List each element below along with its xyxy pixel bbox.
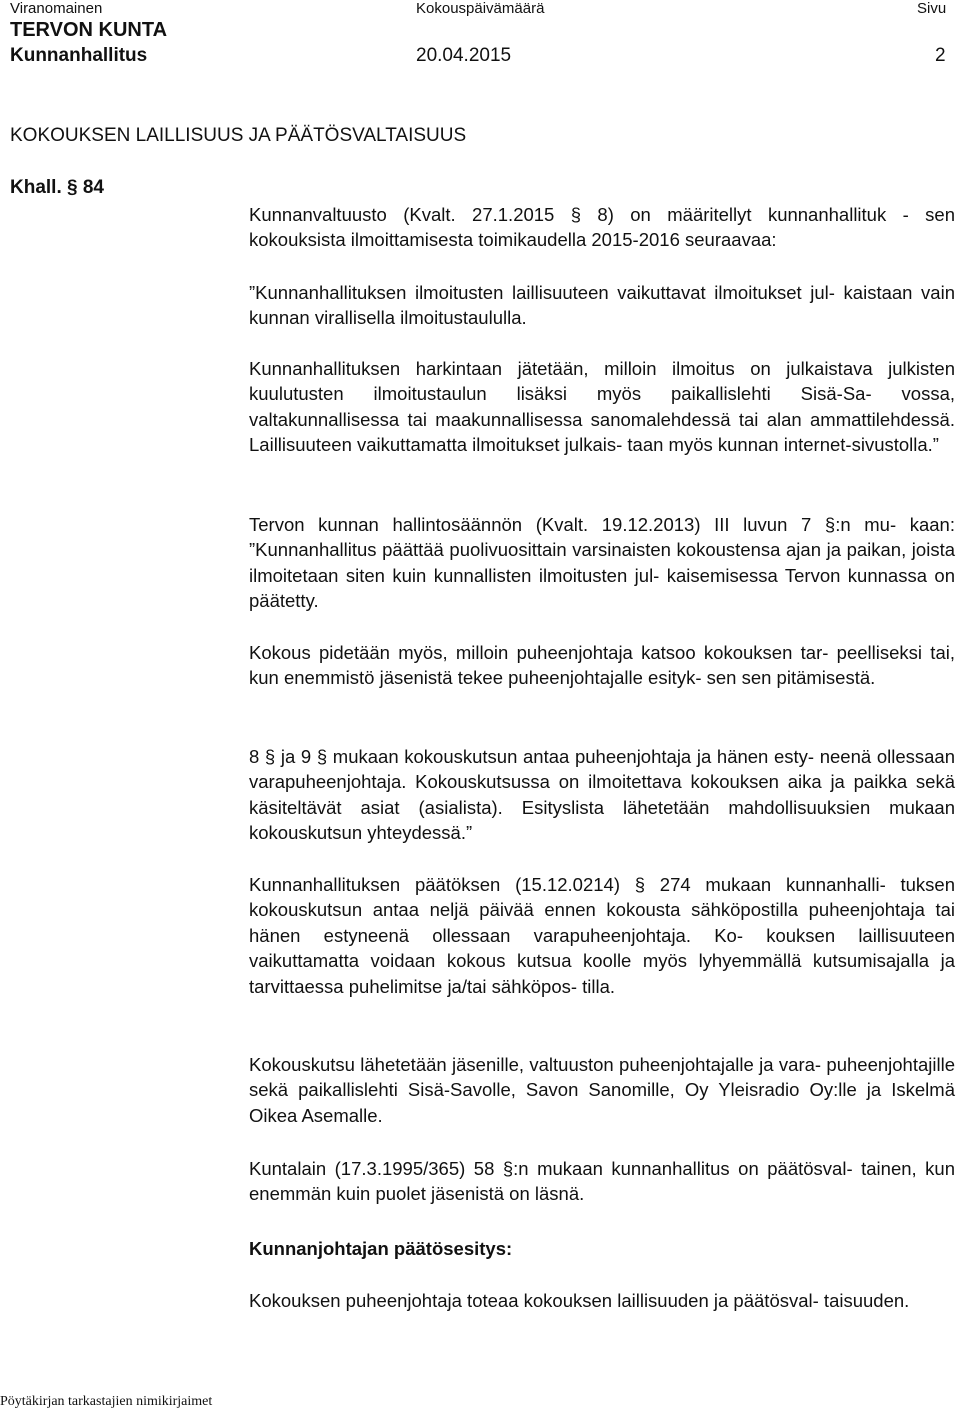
body-name: Kunnanhallitus: [10, 45, 148, 66]
paragraph-1: Kunnanvaltuusto (Kvalt. 27.1.2015 § 8) on määritellyt kunnanhallituk - sen kokouksista ilmoittamisesta toimikaudella 2015-2016 seuraavaa:: [249, 204, 955, 251]
proposal-text: Kokouksen puheenjohtaja toteaa kokouksen laillisuuden ja päätösval- taisuuden.: [249, 1290, 910, 1311]
page-number: 2: [935, 45, 946, 66]
header-kokouspaiva-label: Kokouspäivämäärä: [416, 0, 545, 17]
meeting-date: 20.04.2015: [416, 45, 512, 66]
header-sivu-label: Sivu: [917, 0, 947, 17]
section-title: KOKOUKSEN LAILLISUUS JA PÄÄTÖSVALTAISUUS: [10, 125, 467, 146]
paragraph-8: Kokouskutsu lähetetään jäsenille, valtuuston puheenjohtajalle ja vara- puheenjohtajille sekä paikallislehti Sisä-Savolle, Savon Sanomille, Oy Yleisradio Oy:lle ja Iskelmä Oikea Asemalle.: [249, 1054, 955, 1126]
proposal-heading: Kunnanjohtajan päätösesitys:: [249, 1238, 513, 1259]
organization-name: TERVON KUNTA: [10, 19, 168, 41]
paragraph-2: ”Kunnanhallituksen ilmoitusten laillisuuteen vaikuttavat ilmoitukset jul- kaistaan vain kunnan virallisella ilmoitustaululla.: [249, 282, 955, 329]
item-number: Khall. § 84: [10, 177, 104, 198]
footer-initials-label: Pöytäkirjan tarkastajien nimikirjaimet: [0, 1394, 213, 1409]
paragraph-5: Kokous pidetään myös, milloin puheenjohtaja katsoo kokouksen tar- peelliseksi tai, kun enemmistö jäsenistä tekee puheenjohtajalle esityk- sen sen pitämisestä.: [249, 642, 955, 689]
paragraph-7: Kunnanhallituksen päätöksen (15.12.0214) § 274 mukaan kunnanhalli- tuksen kokouskutsun antaa neljä päivää ennen kokousta sähköpostilla puheenjohtaja tai hänen estyneenä ollessaan varapuheenjohtaja. Ko- kouksen laillisuuteen vaikuttamatta voidaan kokous kutsua koolle myös lyhyemmällä kutsumisajalla ja tarvittaessa puhelimitse ja/tai sähköpos- tilla.: [249, 874, 955, 997]
paragraph-9: Kuntalain (17.3.1995/365) 58 §:n mukaan kunnanhallitus on päätösval- tainen, kun enemmän kuin puolet jäsenistä on läsnä.: [249, 1158, 955, 1205]
paragraph-4: Tervon kunnan hallintosäännön (Kvalt. 19.12.2013) III luvun 7 §:n mu- kaan: ”Kunnanhallitus päättää puolivuosittain varsinaisten kokoustensa ajan ja paikan, joista ilmoitetaan siten kuin kunnallisten ilmoitusten jul- kaisemisessa Tervon kunnassa on päätetty.: [249, 514, 955, 612]
paragraph-3: Kunnanhallituksen harkintaan jätetään, milloin ilmoitus on julkaistava julkisten kuulutusten ilmoitustaulun lisäksi myös paikallislehti Sisä-Sa- vossa, valtakunnallisessa tai maakunnallisessa sanomalehdessä tai alan ammattilehdessä. Laillisuuteen vaikuttamatta ilmoitukset julkais- taan myös kunnan internet-sivustolla.”: [249, 358, 955, 456]
header-viranomainen-label: Viranomainen: [10, 0, 103, 17]
paragraph-6: 8 § ja 9 § mukaan kokouskutsun antaa puheenjohtaja ja hänen esty- neenä ollessaan varapuheenjohtaja. Kokouskutsussa on ilmoitettava kokouksen aika ja paikka sekä käsiteltävät asiat (asialista). Esityslista lähetetään mahdollisuuksien mukaan kokouskutsun yhteydessä.”: [249, 746, 955, 844]
